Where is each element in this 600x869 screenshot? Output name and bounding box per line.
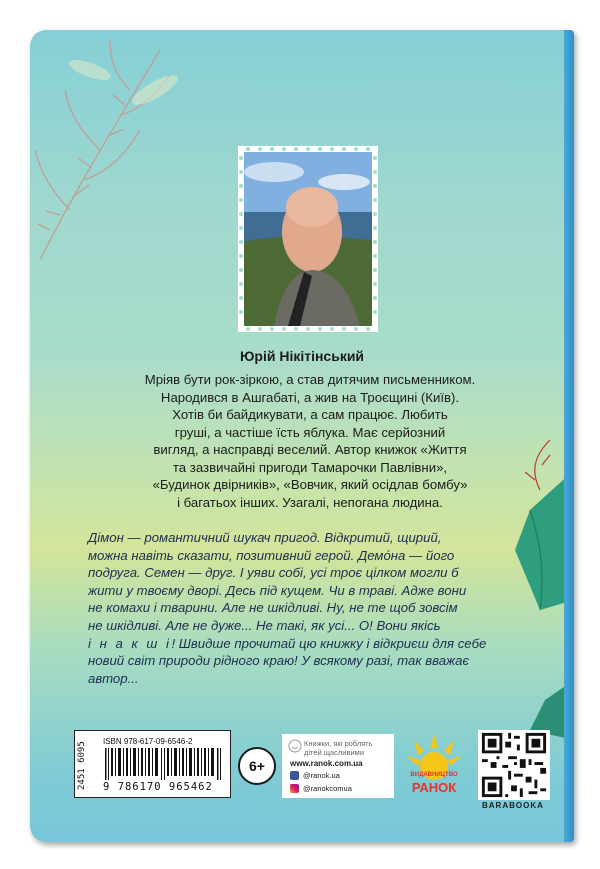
instagram-row[interactable] <box>290 784 352 793</box>
bio-line: вигляд, а насправді веселий. Автор книжок «Життя <box>153 442 467 457</box>
smile-icon <box>288 739 302 753</box>
blurb-line-rest: ! Швидше прочитай цю книжку і відкриєш для себе <box>171 635 487 651</box>
barcode-bars <box>105 748 223 780</box>
spine-edge <box>564 30 574 842</box>
qr-code-pattern <box>478 730 550 800</box>
qr-code[interactable] <box>478 730 550 800</box>
plant-illustration-top-left <box>30 30 190 270</box>
isbn-barcode <box>74 730 231 798</box>
logo-top-text: ВИДАВНИЦТВО <box>410 772 458 778</box>
barcode-side-code: 2451 6095 <box>77 741 87 791</box>
bio-line: Мріяв бути рок-зіркою, а став дитячим письменником. <box>144 372 476 387</box>
blurb-spaced-word: і н а к ш і <box>88 635 172 651</box>
blurb-line: жити у твоєму дворі. Десь під кущем. Чи в траві. Адже вони <box>88 582 467 598</box>
facebook-row[interactable] <box>290 771 340 780</box>
blurb-line: можна навіть сказати, позитивний герой. Демо́на — його <box>88 547 455 563</box>
bio-line: груші, а частіше їсть яблука. Має серйозний <box>174 424 446 440</box>
bio-line: «Будинок двірників», «Вовчик, який осідлав бомбу» <box>152 477 468 492</box>
publisher-slogan: Книжки, які роблять дітей щасливими <box>304 739 373 757</box>
blurb-line: новий світ природи рідного краю! У всякому разі, так вважає <box>88 653 470 669</box>
instagram-icon <box>290 784 299 793</box>
stamp-dots <box>238 146 378 332</box>
bio-line: та зазвичайні пригоди Тамарочки Павлівни», <box>172 459 448 475</box>
book-blurb <box>88 529 536 687</box>
bio-line: Народився в Ашгабаті, а жив на Троєщині (Київ). <box>160 389 460 405</box>
author-photo-frame <box>238 146 378 332</box>
barcode-digits: 9 786170 965462 <box>103 781 213 793</box>
isbn-label: ISBN 978-617-09-6546-2 <box>103 737 193 746</box>
blurb-line: не шкідливі. Але не дуже... Не такі, як усі... О! Вони якісь <box>88 617 441 633</box>
instagram-handle: @ranokcomua <box>303 784 352 793</box>
publisher-info <box>282 734 394 798</box>
blurb-line: Дімон — романтичний шукач пригод. Відкритий, щирий, <box>88 530 442 545</box>
blurb-line: подруга. Семен — друг. І уяви собі, усі троє цілком могли б <box>88 565 459 581</box>
series-logo: BARABOOKA <box>482 801 544 810</box>
bio-line: і багатьох інших. Узагалі, непогана людина. <box>177 494 443 510</box>
blurb-line: автор... <box>88 670 139 686</box>
back-cover <box>30 30 574 842</box>
age-rating-badge: 6+ <box>238 747 276 785</box>
blurb-line: не комахи і тварини. Але не шкідливі. Ну, не те щоб зовсім <box>88 600 458 616</box>
author-name: Юрій Нікітінський <box>239 348 365 364</box>
logo-name: РАНОК <box>411 780 457 795</box>
bio-line: Хотів би байдикувати, а сам працює. Любить <box>172 407 448 422</box>
publisher-website[interactable]: www.ranok.com.ua <box>290 759 363 768</box>
blurb-line <box>88 635 536 653</box>
author-bio <box>100 371 520 511</box>
facebook-handle: @ranok.ua <box>303 771 340 780</box>
ranok-logo <box>404 732 464 796</box>
facebook-icon <box>290 771 299 780</box>
